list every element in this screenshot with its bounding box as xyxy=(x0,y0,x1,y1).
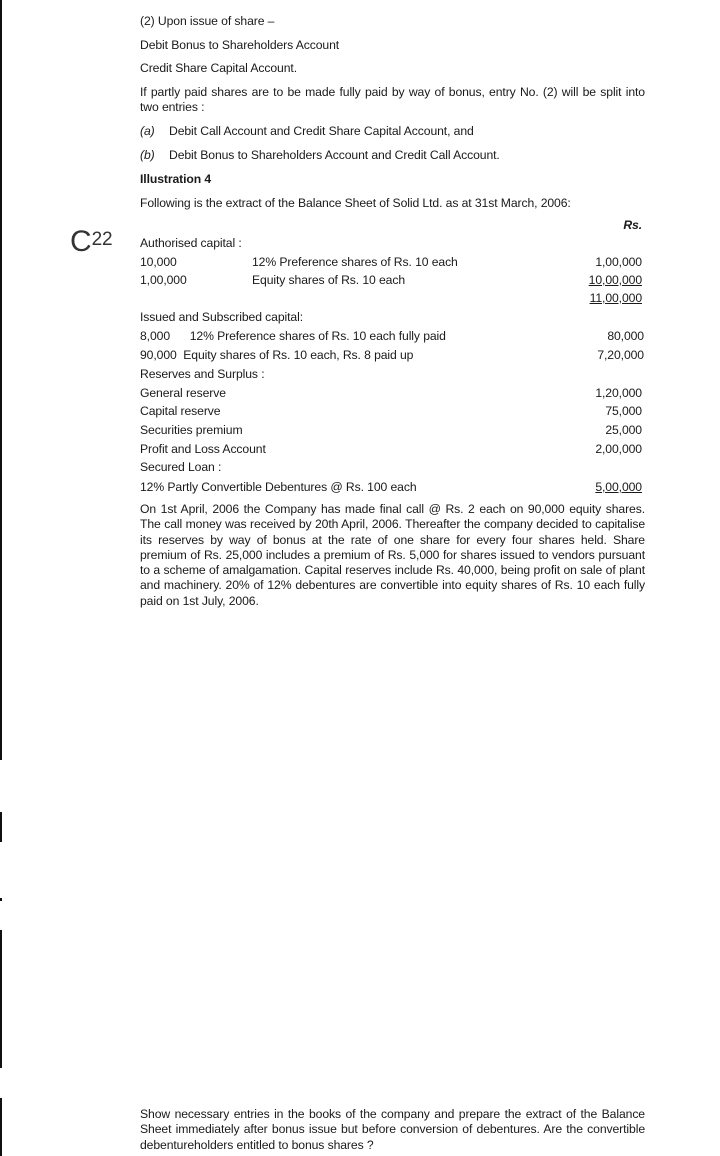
scan-edge-bar-4 xyxy=(0,930,2,1068)
reserves-heading: Reserves and Surplus : xyxy=(140,367,265,381)
scan-edge-bar-3 xyxy=(0,898,2,901)
authorised-total: 11,00,000 xyxy=(589,291,642,305)
debit-line: Debit Bonus to Shareholders Account xyxy=(140,38,340,52)
reserve-label: Capital reserve xyxy=(140,404,221,418)
partly-paid-note: If partly paid shares are to be made fully paid by way of bonus, entry No. (2) will be split into two entries : xyxy=(140,85,645,114)
secured-heading: Secured Loan : xyxy=(140,460,222,474)
illustration-title: Illustration 4 xyxy=(140,172,212,186)
sub-a-text: Debit Call Account and Credit Share Capital Account, and xyxy=(169,124,474,138)
reserve-amount: 25,000 xyxy=(605,423,642,437)
reserve-amount: 1,20,000 xyxy=(595,386,642,400)
issued-row-amount: 80,000 xyxy=(607,329,644,343)
sub-b-label: (b) xyxy=(140,148,155,162)
debenture-amount: 5,00,000 xyxy=(595,480,642,494)
authorised-amount: 10,00,000 xyxy=(588,273,642,287)
scan-edge-bar-5 xyxy=(0,1098,2,1156)
issued-row-text: 90,000 Equity shares of Rs. 10 each, Rs. 8 paid up xyxy=(140,348,414,362)
debenture-label: 12% Partly Convertible Debentures @ Rs. 100 each xyxy=(140,480,417,494)
margin-mark: $C^{22}$ xyxy=(70,225,113,258)
authorised-amount: 1,00,000 xyxy=(595,255,642,269)
currency-header: Rs. xyxy=(623,218,642,232)
authorised-desc: Equity shares of Rs. 10 each xyxy=(252,273,406,287)
margin-mark-sup: 22 xyxy=(91,229,113,250)
issued-row-amount: 7,20,000 xyxy=(597,348,644,362)
illustration-lead: Following is the extract of the Balance Sheet of Solid Ltd. as at 31st March, 2006: xyxy=(140,196,571,210)
sub-a-label: (a) xyxy=(140,124,155,138)
sub-b-text: Debit Bonus to Shareholders Account and Credit Call Account. xyxy=(169,148,500,162)
scan-edge-bar-2 xyxy=(0,812,2,842)
problem-text: On 1st April, 2006 the Company has made final call @ Rs. 2 each on 90,000 equity shares. The call money was received by 20th April, 2006. Thereafter the company decided to capitalise its reserves by way of bonus at the rate of one share for every four shares held. Share premium of Rs. 25,000 includes a premium of Rs. 5,000 for shares issued to vendors pursuant to a scheme of amalgamation. Capital reserves include Rs. 40,000, being profit on sale of plant and machinery. 20% of 12% debentures are convertible into equity shares of Rs. 10 each fully paid on 1st July, 2006. xyxy=(140,502,645,608)
authorised-heading: Authorised capital : xyxy=(140,236,242,250)
issued-row-text: 8,000 12% Preference shares of Rs. 10 each fully paid xyxy=(140,329,446,343)
credit-line: Credit Share Capital Account. xyxy=(140,61,297,75)
reserve-amount: 2,00,000 xyxy=(595,442,642,456)
reserve-label: Profit and Loss Account xyxy=(140,442,266,456)
reserve-amount: 75,000 xyxy=(605,404,642,418)
step2-heading: (2) Upon issue of share – xyxy=(140,14,275,28)
authorised-qty: 1,00,000 xyxy=(140,273,187,287)
reserve-label: Securities premium xyxy=(140,423,243,437)
question-text: Show necessary entries in the books of the company and prepare the extract of the Balance Sheet immediately after bonus issue but before conversion of debentures. Are the convertible debentureholders entitled to bonus shares ? xyxy=(140,1107,645,1152)
issued-heading: Issued and Subscribed capital: xyxy=(140,310,303,324)
scan-edge-bar-1 xyxy=(0,0,2,760)
reserve-label: General reserve xyxy=(140,386,226,400)
authorised-desc: 12% Preference shares of Rs. 10 each xyxy=(252,255,458,269)
authorised-qty: 10,000 xyxy=(140,255,177,269)
